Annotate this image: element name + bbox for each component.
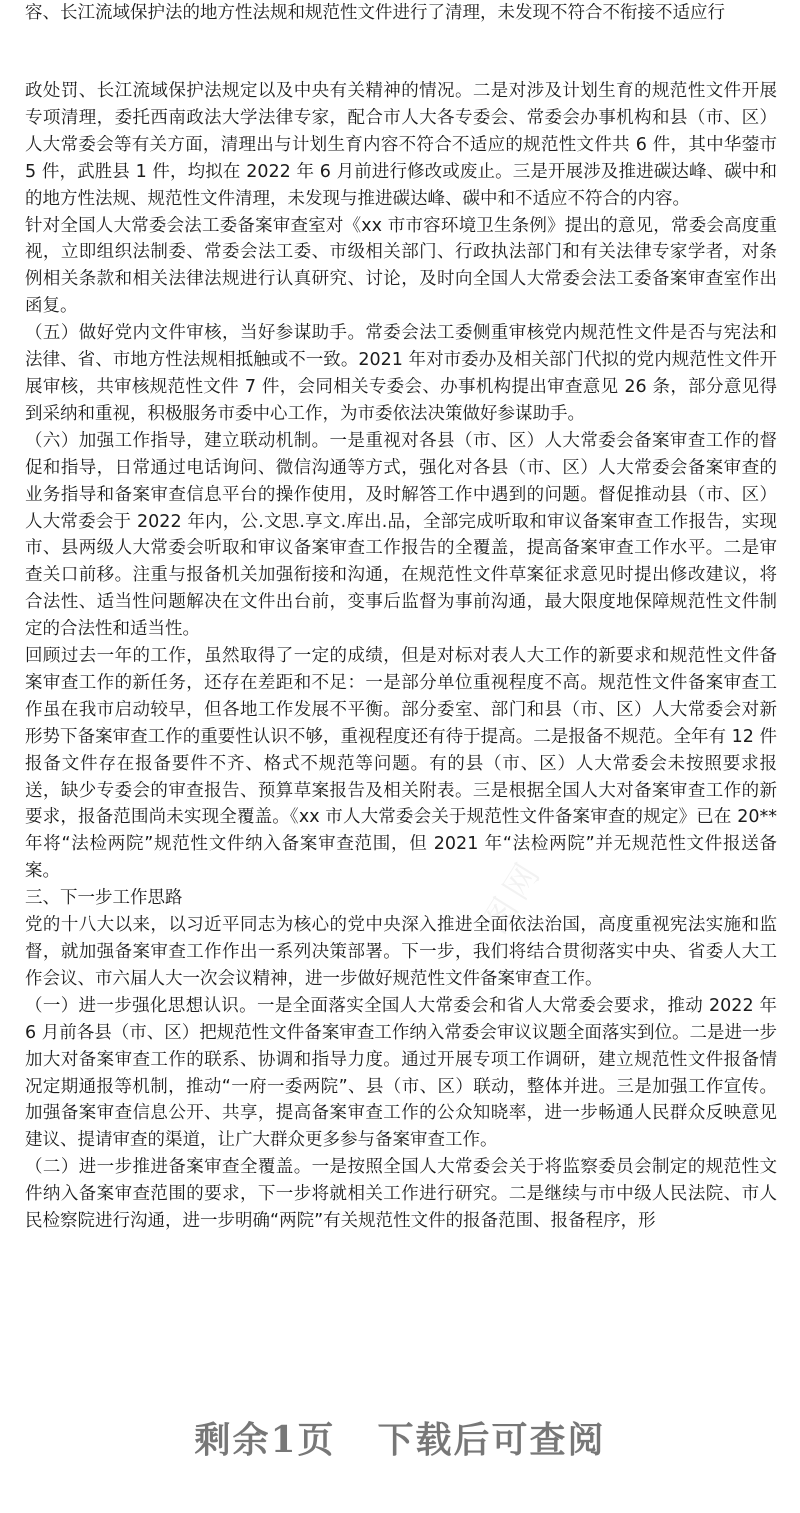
document-body — [25, 78, 777, 1235]
paragraph-4: （六）加强工作指导，建立联动机制。一是重视对各县（市、区）人大常委会备案审查工作的督促和指导，日常通过电话询问、微信沟通等方式，强化对各县（市、区）人大常委会备案审查的业务指导和备案审查信息平台的操作使用，及时解答工作中遇到的问题。督促推动县（市、区）人大常委会于 2022 年内，公.文思.享文.库出.品，全部完成听取和审议备案审查工作报告，实现市、县两级人大常委会听取和审议备案审查工作报告的全覆盖，提高备案审查工作水平。二是审查关口前移。注重与报备机关加强衔接和沟通，在规范性文件草案征求意见时提出修改建议，将合法性、适当性问题解决在文件出台前，变事后监督为事前沟通，最大限度地保障规范性文件制定的合法性和适当性。 — [25, 430, 777, 640]
remaining-pages-label: 剩余1页 — [194, 1418, 336, 1461]
download-banner[interactable] — [0, 1402, 800, 1472]
paragraph-3: （五）做好党内文件审核，当好参谋助手。常委会法工委侧重审核党内规范性文件是否与宪法和法律、省、市地方性法规相抵触或不一致。2021 年对市委办及相关部门代拟的党内规范性文件开展审核，共审核规范性文件 7 件，会同相关专委会、办事机构提出审查意见 26 条，部分意见得到采纳和重视，积极服务市委中心工作，为市委依法决策做好参谋助手。 — [25, 323, 777, 424]
paragraph-5: 回顾过去一年的工作，虽然取得了一定的成绩，但是对标对表人大工作的新要求和规范性文件备案审查工作的新任务，还存在差距和不足：一是部分单位重视程度不高。规范性文件备案审查工作虽在我市启动较早，但各地工作发展不平衡。部分委室、部门和县（市、区）人大常委会对新形势下备案审查工作的重要性认识不够，重视程度还有待于提高。二是报备不规范。全年有 12 件报备文件存在报备要件不齐、格式不规范等问题。有的县（市、区）人大常委会未按照要求报送，缺少专委会的审查报告、预算草案报告及相关附表。三是根据全国人大对备案审查工作的新要求，报备范围尚未实现全覆盖。《xx 市人大常委会关于规范性文件备案审查的规定》已在 20**年将“法检两院”规范性文件纳入备案审查范围，但 2021 年“法检两院”并无规范性文件报送备案。 — [25, 646, 777, 882]
top-partial-line: 容、长江流域保护法的地方性法规和规范性文件进行了清理，未发现不符合不衔接不适应行 — [25, 3, 725, 23]
section-heading: 三、下一步工作思路 — [25, 888, 183, 909]
paragraph-1: 政处罚、长江流域保护法规定以及中央有关精神的情况。二是对涉及计划生育的规范性文件开展专项清理，委托西南政法大学法律专家，配合市人大各专委会、常委会办事机构和县（市、区）人大常委会等有关方面，清理出与计划生育内容不符合不适应的规范性文件共 6 件，其中华蓥市 5 件，武胜县 1 件，均拟在 2022 年 6 月前进行修改或废止。三是开展涉及推进碳达峰、碳中和的地方性法规、规范性文件清理，未发现与推进碳达峰、碳中和不适应不符合的内容。 — [25, 81, 777, 209]
download-to-view-label[interactable]: 下载后可查阅 — [377, 1418, 606, 1461]
watermark: 图网 — [474, 851, 552, 941]
paragraph-7: （一）进一步强化思想认识。一是全面落实全国人大常委会和省人大常委会要求，推动 2022 年 6 月前各县（市、区）把规范性文件备案审查工作纳入常委会审议议题全面落实到位。二是进一步加大对备案审查工作的联系、协调和指导力度。通过开展专项工作调研，建立规范性文件报备情况定期通报等机制，推动“一府一委两院”、县（市、区）联动，整体并进。三是加强工作宣传。加强备案审查信息公开、共享，提高备案审查工作的公众知晓率，进一步畅通人民群众反映意见建议、提请审查的渠道，让广大群众更多参与备案审查工作。 — [25, 995, 777, 1151]
paragraph-8: （二）进一步推进备案审查全覆盖。一是按照全国人大常委会关于将监察委员会制定的规范性文件纳入备案审查范围的要求，下一步将就相关工作进行研究。二是继续与市中级人民法院、市人民检察院进行沟通，进一步明确“两院”有关规范性文件的报备范围、报备程序，形 — [25, 1157, 777, 1232]
paragraph-2: 针对全国人大常委会法工委备案审查室对《xx 市市容环境卫生条例》提出的意见，常委会高度重视，立即组织法制委、常委会法工委、市级相关部门、行政执法部门和有关法律专家学者，对条例相关条款和相关法律法规进行认真研究、讨论，及时向全国人大常委会法工委备案审查室作出函复。 — [25, 215, 777, 317]
paragraph-6: 党的十八大以来，以习近平同志为核心的党中央深入推进全面依法治国，高度重视宪法实施和监督，就加强备案审查工作作出一系列决策部署。下一步，我们将结合贯彻落实中央、省委人大工作会议、市六届人大一次会议精神，进一步做好规范性文件备案审查工作。 — [25, 915, 777, 989]
